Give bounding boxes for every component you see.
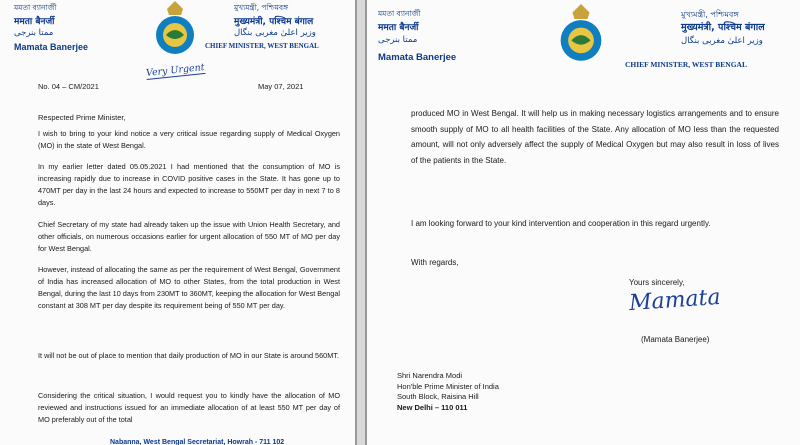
paragraph: Considering the critical situation, I would request you to kindly have the allocation of MO reviewed and instructions issued for an immediate allocation of at least 550 MT per day of MO preferably out of the total [38,391,340,425]
bengali-name: মমতা ব্যানার্জী [14,3,57,12]
signatory-name: (Mamata Banerjee) [641,335,710,344]
reference-number: No. 04 – CM/2021 [38,82,99,91]
letter-page-1 [0,0,357,445]
urdu-name: ممتا بنرجی [378,35,418,45]
salutation: Respected Prime Minister, [38,113,126,122]
recipient-line: New Delhi – 110 011 [397,402,468,412]
bengali-title: মুখ্যমন্ত্রী, পশ্চিমবঙ্গ [681,10,739,19]
letterhead-title: CHIEF MINISTER, WEST BENGAL [625,60,747,69]
recipient-line: Shri Narendra Modi [397,371,463,380]
hindi-name: ममता बैनर्जी [378,23,419,33]
letter-page-2 [365,0,800,445]
letterhead-title: CHIEF MINISTER, WEST BENGAL [205,42,319,50]
urdu-title: وزیر اعلیٰ مغربی بنگال [234,28,316,38]
recipient-line: Hon'ble Prime Minister of India [397,381,499,391]
letterhead-name: Mamata Banerjee [14,42,89,52]
urdu-name: ممتا بنرجی [14,28,54,38]
paragraph: It will not be out of place to mention that daily production of MO in our State is around 560MT. [38,351,339,360]
recipient-address [397,371,499,413]
letterhead-name: Mamata Banerjee [378,52,457,63]
paragraph: I wish to bring to your kind notice a very critical issue regarding supply of Medical Oxygen (MO) in the state of West Bengal. [38,129,340,151]
hindi-title: मुख्यमंत्री, पश्चिम बंगाल [234,17,314,27]
paragraph: produced MO in West Bengal. It will help us in making necessary logistics arrangements and to ensure smooth supply of MO to all health facilities of the State. Any allocation of MO less than the requested amount, will not only adversely affect the supply of Medical Oxygen but may also result in loss of lives of the patients in the State. [411,109,779,165]
paragraph: I am looking forward to your kind intervention and cooperation in this regard urgently. [411,219,711,228]
signature: Mamata [628,284,722,317]
very-urgent-annotation: Very Urgent [145,61,206,80]
urdu-title: وزیر اعلیٰ مغربی بنگال [681,36,763,46]
hindi-name: ममता बैनर्जी [14,17,55,27]
letter-date: May 07, 2021 [258,82,304,91]
bengali-title: মুখ্যমন্ত্রী, পশ্চিমবঙ্গ [234,3,289,12]
bengali-name: মমতা ব্যানার্জী [378,9,421,18]
yours-sincerely: Yours sincerely, [629,278,685,287]
closing: With regards, [411,258,459,267]
paragraph: Chief Secretary of my state had already taken up the issue with Union Health Secretary, and other officials, on numerous occasions earlier for urgent allocation of 550 MT of MO per day for West Bengal. [38,220,340,254]
recipient-line: South Block, Raisina Hill [397,392,479,401]
bengal-seal-icon [150,1,200,57]
hindi-title: मुख्यमंत्री, पश्चिम बंगाल [681,22,765,33]
paragraph: However, instead of allocating the same as per the requirement of West Bengal, Government of India has increased allocation of MO to other States, from the total production in West Bengal, during the last 10 days from 230MT to 360MT, keeping the allocation for West Bengal constant at 308 MT per day despite its requirement being of 550 MT per day. [38,265,340,311]
page-footer: Nabanna, West Bengal Secretariat, Howrah - 711 102 [110,439,285,445]
paragraph: In my earlier letter dated 05.05.2021 I had mentioned that the consumption of MO is increasing rapidly due to increase in COVID positive cases in the State. It has gone up to 470MT per day in the last 24 hours and expected to increase to 550MT per day in next 7 to 8 days. [38,162,340,208]
bengal-seal-icon [553,4,609,64]
